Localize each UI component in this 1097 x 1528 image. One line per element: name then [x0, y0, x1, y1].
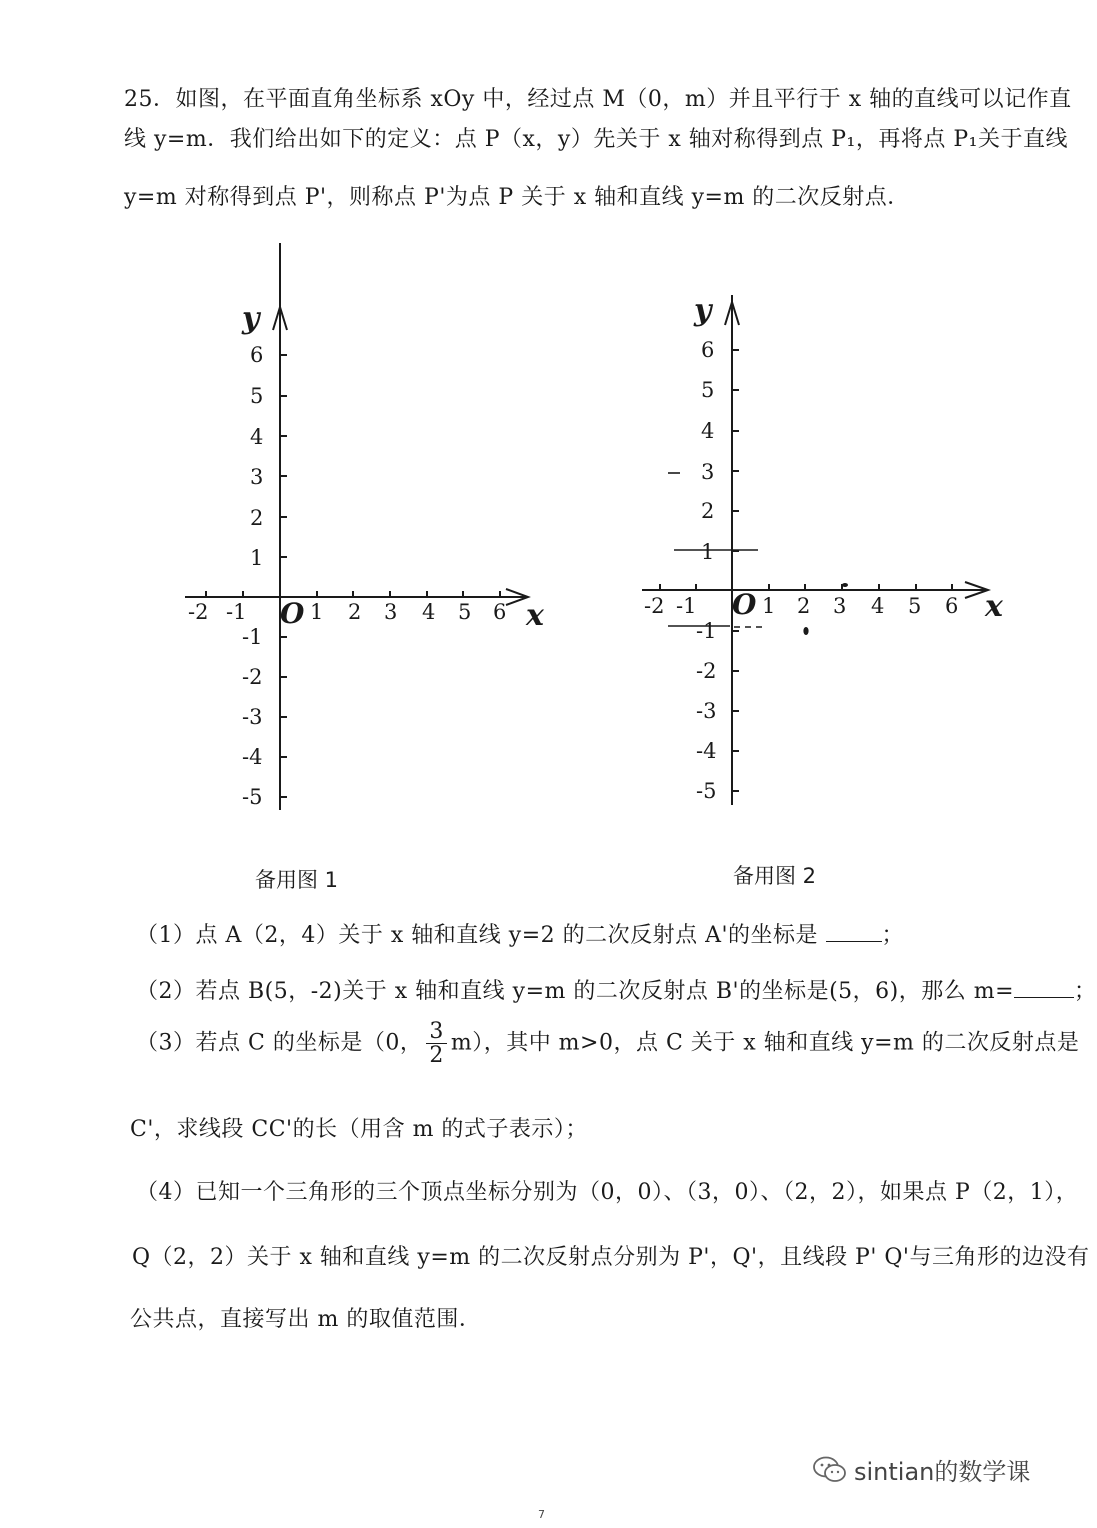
graph-1-y-tick-label: -5 — [242, 785, 263, 809]
graph-1-y-tick-label: -1 — [242, 625, 263, 649]
question-1-answer-blank[interactable] — [826, 923, 882, 942]
graph-2-pencil-dot — [803, 627, 808, 635]
question-3-line-2: C'，求线段 CC'的长（用含 m 的式子表示）； — [130, 1117, 588, 1142]
intro-line-3: y=m 对称得到点 P'，则称点 P'为点 P 关于 x 轴和直线 y=m 的二次反射点． — [124, 185, 910, 210]
graph-2-y-tick-label: 3 — [701, 460, 715, 484]
question-2 — [136, 974, 1097, 1005]
question-3-fraction — [426, 1020, 447, 1067]
fraction-denominator: 2 — [429, 1043, 444, 1069]
graph-2-y-axis-label: y — [694, 293, 712, 328]
intro-line-1: 25．如图，在平面直角坐标系 xOy 中，经过点 M（0，m）并且平行于 x 轴的直线可以记作直 — [124, 87, 1072, 112]
question-2-answer-blank[interactable] — [1014, 979, 1074, 998]
graph-2-caption: 备用图 2 — [733, 864, 817, 888]
graph-1 — [170, 235, 570, 835]
graph-1-x-tick-label: -1 — [226, 600, 247, 624]
graph-1-x-tick-label: 5 — [458, 600, 472, 624]
graph-2-y-tick-label: -5 — [696, 779, 717, 803]
question-3-pre: （3）若点 C 的坐标是（0， — [136, 1030, 423, 1056]
graph-1-y-tick-label: 6 — [250, 343, 264, 367]
graph-1-x-tick-label: 2 — [348, 600, 362, 624]
graph-2 — [630, 280, 1040, 820]
graph-1-x-tick-label: 3 — [384, 600, 398, 624]
wechat-icon — [812, 1455, 848, 1485]
graph-2-y-tick-label: 5 — [701, 378, 715, 402]
graph-1-y-tick-label: 3 — [250, 465, 264, 489]
graph-2-y-tick-label: 2 — [701, 499, 715, 523]
question-4-line-1: （4）已知一个三角形的三个顶点坐标分别为（0，0）、（3，0）、（2，2），如果点 P（2，1）， — [136, 1180, 1079, 1205]
question-2-text: （2）若点 B(5，-2)关于 x 轴和直线 y=m 的二次反射点 B'的坐标是(5，6)，那么 m= — [136, 979, 1015, 1004]
graph-2-y-tick-label: 6 — [701, 338, 715, 362]
graph-2-y-tick-label: -4 — [696, 739, 717, 763]
graph-2-x-tick-label: 6 — [945, 594, 959, 618]
question-4-line-3: 公共点，直接写出 m 的取值范围． — [130, 1307, 482, 1332]
intro-line-2: 线 y=m．我们给出如下的定义：点 P（x，y）先关于 x 轴对称得到点 P₁，再将点 P₁关于直线 — [124, 127, 1068, 152]
graph-1-x-tick-label: 4 — [422, 600, 436, 624]
question-4-line-2: Q（2，2）关于 x 轴和直线 y=m 的二次反射点分别为 P'，Q'，且线段 P' Q'与三角形的边没有 — [132, 1245, 1090, 1270]
graph-2-y-ticks — [732, 350, 739, 791]
graph-1-x-axis-label: x — [526, 598, 544, 633]
graph-2-y-tick-label: -3 — [696, 699, 717, 723]
graph-2-y-tick-label: 4 — [701, 419, 715, 443]
graph-1-y-tick-label: 2 — [250, 506, 264, 530]
graph-2-y-tick-label: -1 — [696, 619, 717, 643]
graph-2-x-tick-label: 5 — [908, 594, 922, 618]
graph-1-x-tick-label: 6 — [493, 600, 507, 624]
graph-1-y-tick-label: 4 — [250, 425, 264, 449]
graph-2-x-tick-label: -2 — [644, 594, 665, 618]
graph-1-y-tick-label: 5 — [250, 384, 264, 408]
graph-1-y-tick-label: -3 — [242, 705, 263, 729]
graph-2-pencil-dot — [842, 583, 848, 587]
graph-1-y-axis-label: y — [242, 301, 260, 336]
question-1-text: （1）点 A（2，4）关于 x 轴和直线 y=2 的二次反射点 A'的坐标是 — [136, 923, 819, 948]
graph-2-y-tick-label: -2 — [696, 659, 717, 683]
watermark-text: sintian的数学课 — [854, 1458, 1031, 1486]
graph-2-origin-label: O — [732, 588, 757, 621]
graph-1-x-tick-label: 1 — [310, 600, 324, 624]
graph-2-x-tick-label: 4 — [871, 594, 885, 618]
question-3 — [136, 1020, 1079, 1067]
question-1-end: ； — [881, 923, 905, 948]
graph-1-y-ticks — [280, 355, 287, 797]
question-3-post: m），其中 m>0，点 C 关于 x 轴和直线 y=m 的二次反射点是 — [450, 1030, 1080, 1056]
graph-2-x-tick-label: 3 — [833, 594, 847, 618]
graph-1-y-tick-label: -4 — [242, 745, 263, 769]
graph-2-x-axis-label: x — [985, 589, 1003, 624]
graph-1-origin-label: O — [280, 597, 305, 630]
graph-1-y-tick-label: 1 — [250, 546, 264, 570]
page-number: 7 — [538, 1508, 545, 1521]
question-1 — [136, 918, 904, 949]
watermark — [812, 1452, 1030, 1487]
graph-1-caption: 备用图 1 — [255, 868, 339, 892]
fraction-numerator: 3 — [426, 1020, 447, 1044]
question-2-end: ； — [1074, 979, 1097, 1004]
graph-2-y-tick-label: 1 — [701, 540, 715, 564]
graph-2-x-tick-label: -1 — [676, 594, 697, 618]
graph-1-y-tick-label: -2 — [242, 665, 263, 689]
graph-1-x-tick-label: -2 — [188, 600, 209, 624]
graph-2-x-tick-label: 1 — [762, 594, 776, 618]
graph-2-x-tick-label: 2 — [797, 594, 811, 618]
